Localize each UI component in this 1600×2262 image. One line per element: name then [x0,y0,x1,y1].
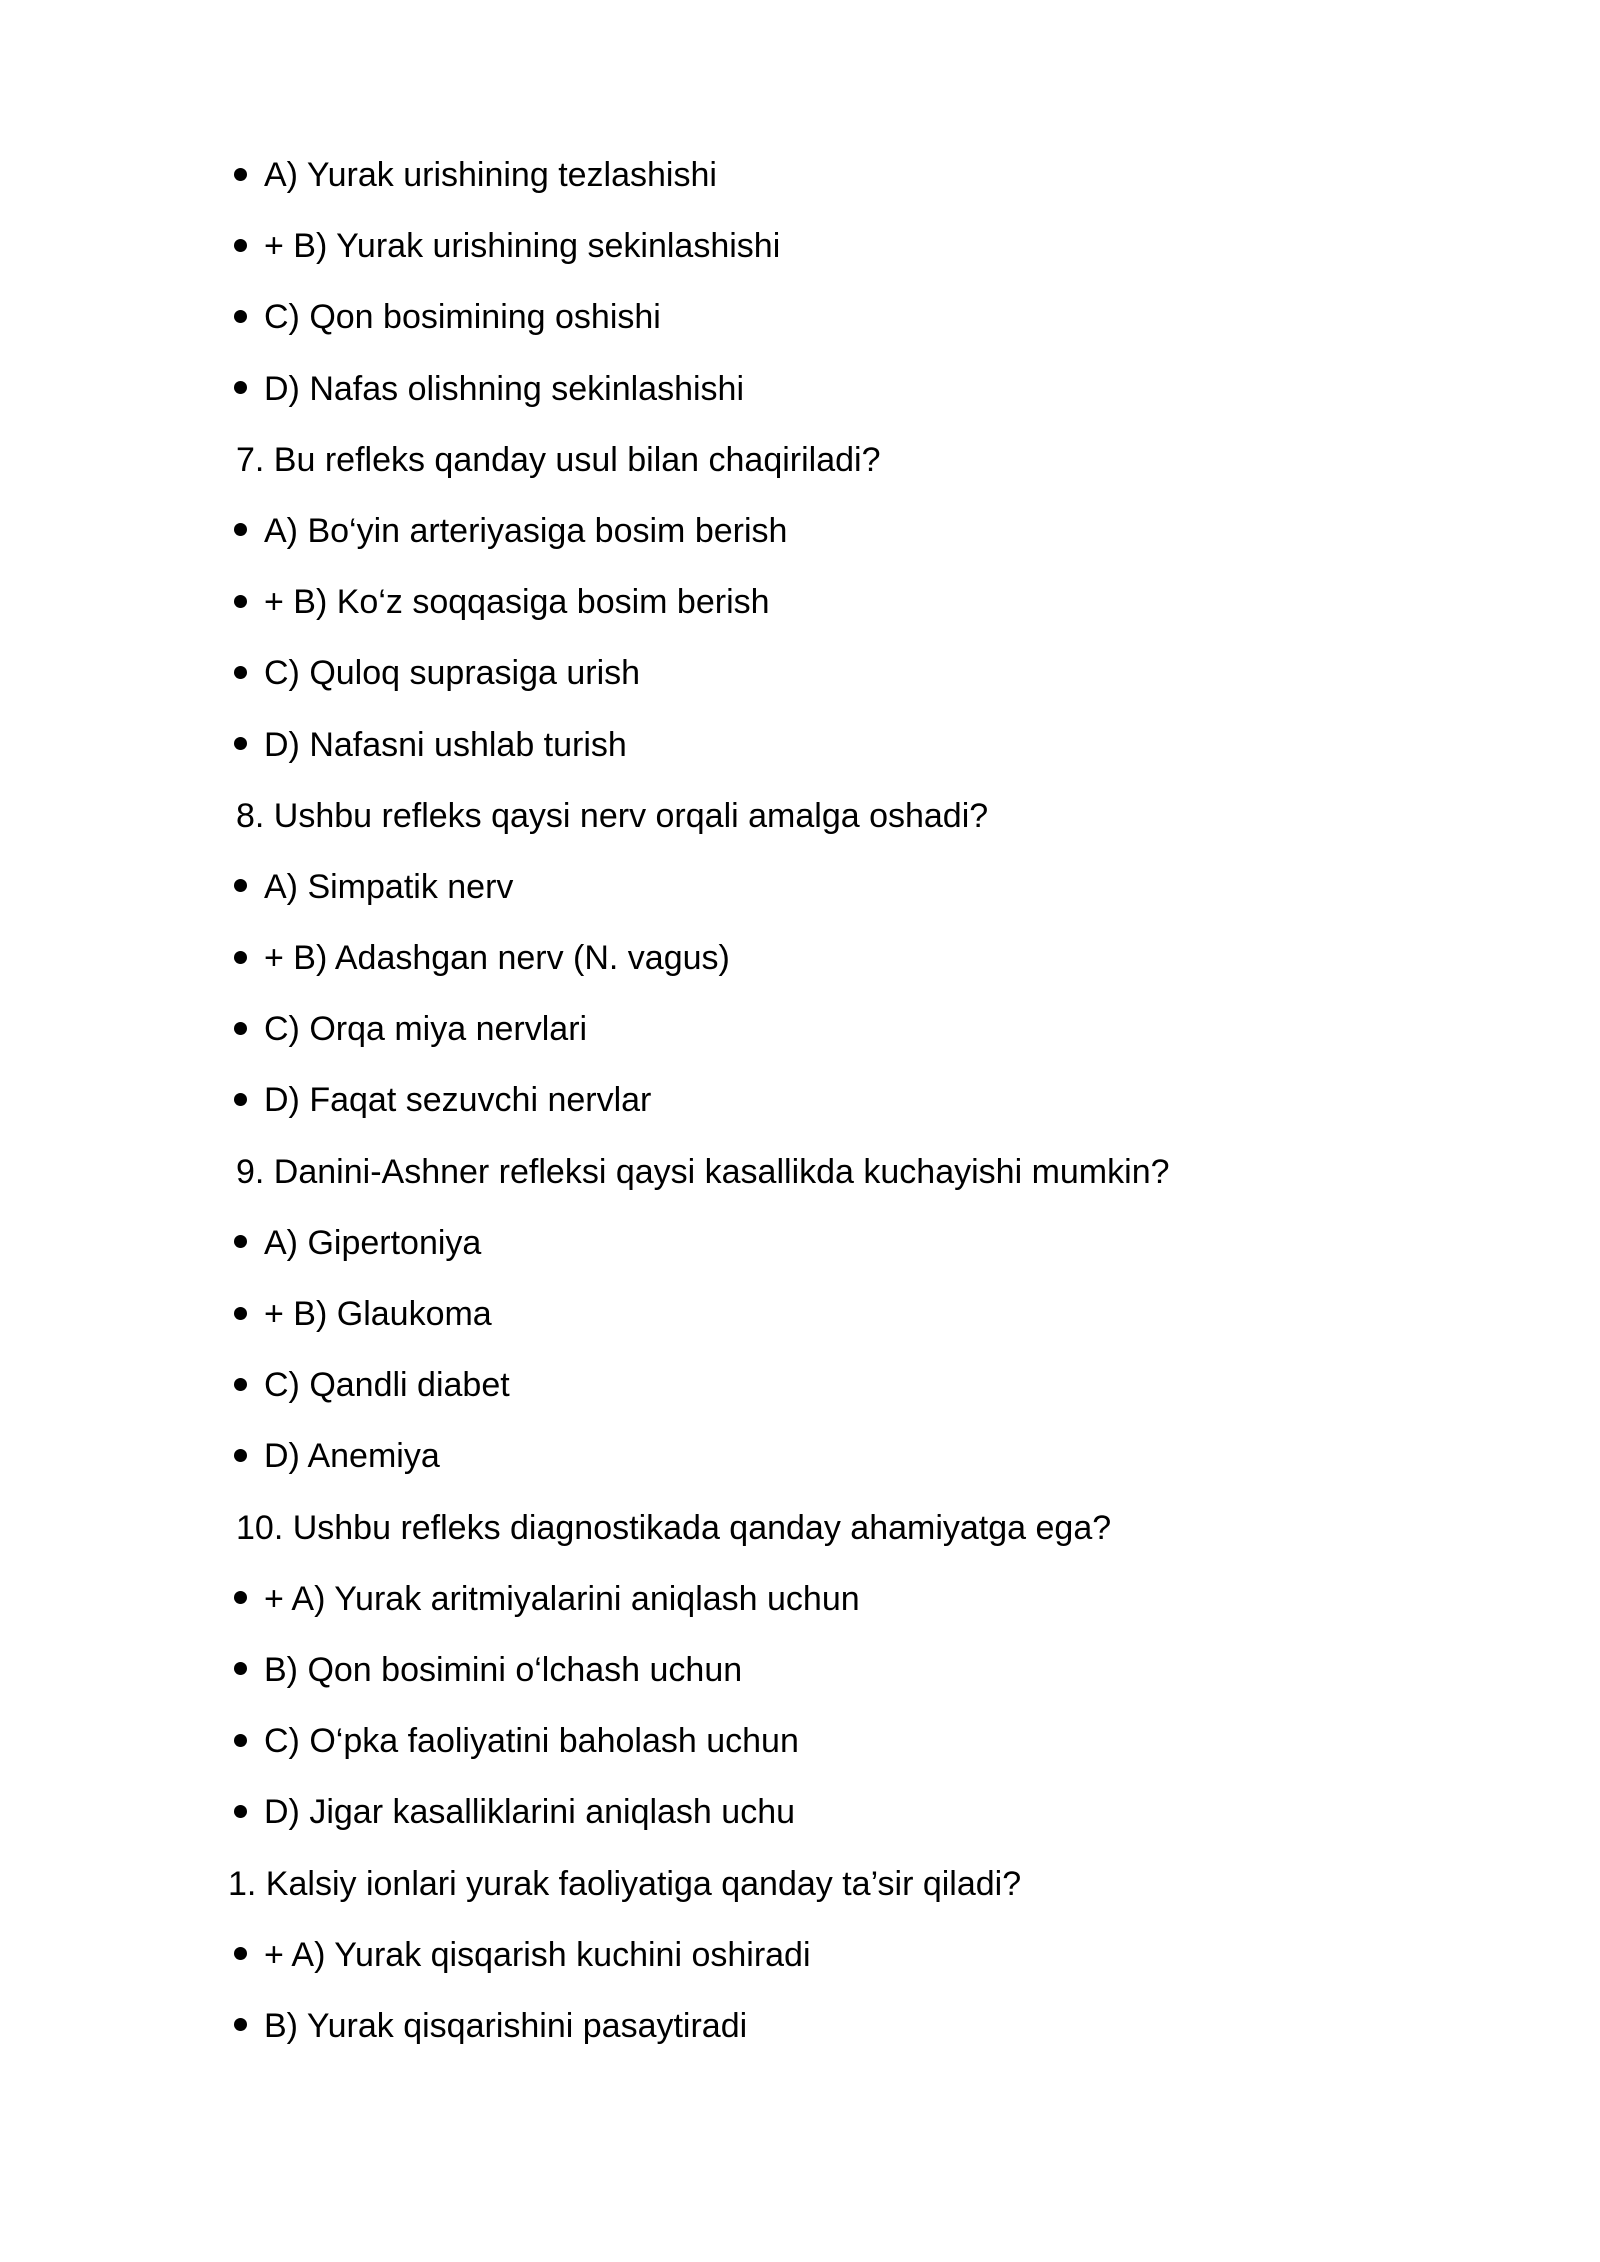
bullet-icon [234,1783,247,1841]
answer-text: + B) Glaukoma [264,1295,492,1333]
question-text: 7. Bu refleks qanday usul bilan chaqiriladi? [236,440,881,479]
answer-option [0,1712,1600,1783]
question-text: 10. Ushbu refleks diagnostikada qanday ahamiyatga ega? [236,1508,1112,1547]
bullet-icon [234,360,247,418]
bullet-icon [234,1356,247,1414]
bullet-icon [234,146,247,204]
bullet-icon [234,1214,247,1272]
answer-option [0,1214,1600,1285]
answer-text: D) Faqat sezuvchi nervlar [264,1081,652,1120]
bullet-icon [234,288,247,346]
quiz-list [0,146,1600,2068]
answer-option [0,146,1600,217]
bullet-icon [234,573,247,631]
question-7 [0,431,1600,502]
answer-option [0,929,1600,1000]
answer-option [0,1783,1600,1854]
answer-text: B) Yurak qisqarishini pasaytiradi [264,2006,748,2045]
answer-text: A) Simpatik nerv [264,867,514,906]
answer-text: A) Gipertoniya [264,1223,482,1262]
bullet-icon [234,858,247,916]
answer-text: B) Qon bosimini o‘lchash uchun [264,1650,743,1689]
question-10 [0,1499,1600,1570]
bullet-icon [234,217,247,275]
answer-option [0,1641,1600,1712]
answer-option [0,1071,1600,1142]
bullet-icon [234,1926,247,1984]
bullet-icon [234,1427,247,1485]
answer-text: + A) Yurak aritmiyalarini aniqlash uchun [264,1579,860,1618]
answer-option [0,1285,1600,1356]
answer-option [0,288,1600,359]
question-1 [0,1855,1600,1926]
bullet-icon [234,1712,247,1770]
bullet-icon [234,1641,247,1699]
answer-text: C) Orqa miya nervlari [264,1010,588,1049]
answer-text: + B) Yurak urishining sekinlashishi [264,227,781,266]
question-text: 8. Ushbu refleks qaysi nerv orqali amalga oshadi? [236,796,989,835]
answer-option [0,644,1600,715]
answer-text: D) Anemiya [264,1437,440,1476]
answer-option [0,1997,1600,2068]
bullet-icon [234,716,247,774]
bullet-icon [234,644,247,702]
answer-option [0,502,1600,573]
answer-text: + A) Yurak qisqarish kuchini oshiradi [264,1935,811,1974]
bullet-icon [234,502,247,560]
bullet-icon [234,929,247,987]
answer-text: D) Jigar kasalliklarini aniqlash uchu [264,1793,796,1832]
answer-text: D) Nafasni ushlab turish [264,725,627,764]
answer-text: C) Qon bosimining oshishi [264,298,661,337]
question-9 [0,1143,1600,1214]
bullet-icon [234,1071,247,1129]
answer-option [0,1356,1600,1427]
answer-text: A) Bo‘yin arteriyasiga bosim berish [264,511,788,550]
answer-option [0,1427,1600,1498]
answer-text: + B) Ko‘z soqqasiga bosim berish [264,583,770,622]
answer-option [0,858,1600,929]
bullet-icon [234,1000,247,1058]
answer-option [0,1926,1600,1997]
bullet-icon [234,1570,247,1628]
answer-option [0,360,1600,431]
answer-option [0,1000,1600,1071]
answer-text: C) Qandli diabet [264,1366,510,1405]
answer-text: C) Quloq suprasiga urish [264,654,641,693]
answer-option [0,217,1600,288]
answer-text: A) Yurak urishining tezlashishi [264,156,717,194]
bullet-icon [234,1997,247,2055]
question-8 [0,787,1600,858]
answer-option [0,573,1600,644]
answer-option [0,1570,1600,1641]
question-text: 9. Danini-Ashner refleksi qaysi kasallikda kuchayishi mumkin? [236,1152,1170,1191]
question-text: 1. Kalsiy ionlari yurak faoliyatiga qanday ta’sir qiladi? [228,1864,1022,1903]
answer-text: + B) Adashgan nerv (N. vagus) [264,939,730,978]
bullet-icon [234,1285,247,1343]
answer-text: D) Nafas olishning sekinlashishi [264,369,745,408]
answer-option [0,716,1600,787]
answer-text: C) O‘pka faoliyatini baholash uchun [264,1722,799,1761]
